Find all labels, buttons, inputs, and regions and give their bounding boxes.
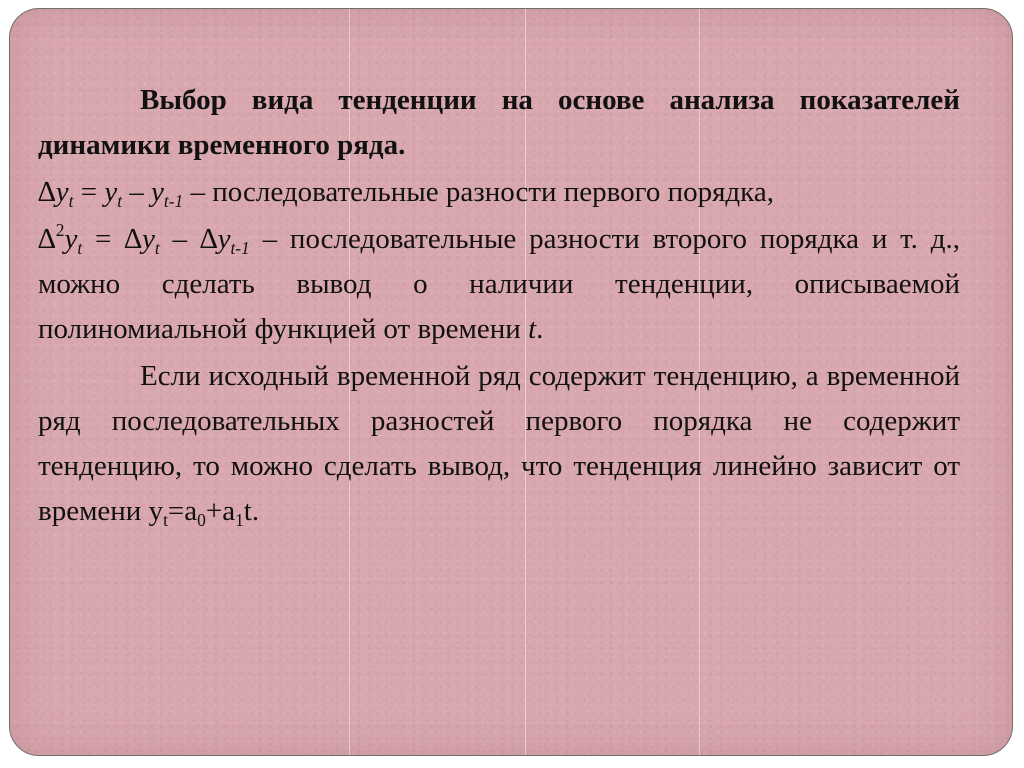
formula-variable: y bbox=[64, 223, 78, 255]
delta-symbol: ∆ bbox=[38, 176, 56, 208]
formula-subscript: t-1 bbox=[163, 191, 184, 212]
formula-second-differences bbox=[38, 217, 960, 352]
formula-operator: – bbox=[122, 176, 152, 208]
formula-operator: – bbox=[159, 223, 200, 255]
formula-variable: y bbox=[151, 176, 164, 208]
formula-subscript: t bbox=[163, 510, 168, 531]
formula-superscript: 2 bbox=[55, 219, 65, 240]
formula-variable: y bbox=[217, 223, 231, 255]
sentence-end: t. bbox=[243, 495, 260, 527]
formula-subscript: t-1 bbox=[230, 238, 250, 259]
slide-title: Выбор вида тенденции на основе анализа показателей динамики временного ряда. bbox=[38, 84, 960, 161]
formula-description: – последовательные разности второго порядка и т. д., можно сделать вывод о наличии тенденции, описываемой полиномиальной функцией от времени bbox=[38, 223, 960, 345]
formula-operator: +a bbox=[205, 495, 236, 527]
delta-symbol: ∆ bbox=[124, 223, 142, 255]
formula-description: – последовательные разности первого порядка, bbox=[183, 176, 774, 208]
delta-symbol: ∆ bbox=[38, 223, 56, 255]
formula-subscript: 1 bbox=[235, 510, 244, 531]
formula-variable: y bbox=[55, 176, 69, 208]
formula-variable: y bbox=[104, 176, 118, 208]
sentence-end: . bbox=[536, 313, 544, 345]
formula-variable: y bbox=[141, 223, 155, 255]
slide-text-body bbox=[38, 78, 960, 534]
formula-subscript: t bbox=[117, 191, 123, 212]
paragraph-text: Если исходный временной ряд содержит тенденцию, а временной ряд последовательных разностей первого порядка не содержит тенденцию, то можно сделать вывод, что тенденция линейно зависит от времени y bbox=[38, 360, 960, 527]
formula-operator: = bbox=[73, 176, 105, 208]
formula-subscript: t bbox=[154, 238, 160, 259]
delta-symbol: ∆ bbox=[199, 223, 218, 255]
formula-variable: t bbox=[528, 313, 537, 345]
formula-subscript: t bbox=[68, 191, 74, 212]
formula-first-differences bbox=[38, 170, 960, 215]
formula-subscript: t bbox=[77, 238, 83, 259]
formula-operator: = bbox=[82, 223, 125, 255]
formula-subscript: 0 bbox=[197, 510, 206, 531]
formula-operator: =a bbox=[167, 495, 198, 527]
paragraph-linear-trend bbox=[38, 354, 960, 534]
